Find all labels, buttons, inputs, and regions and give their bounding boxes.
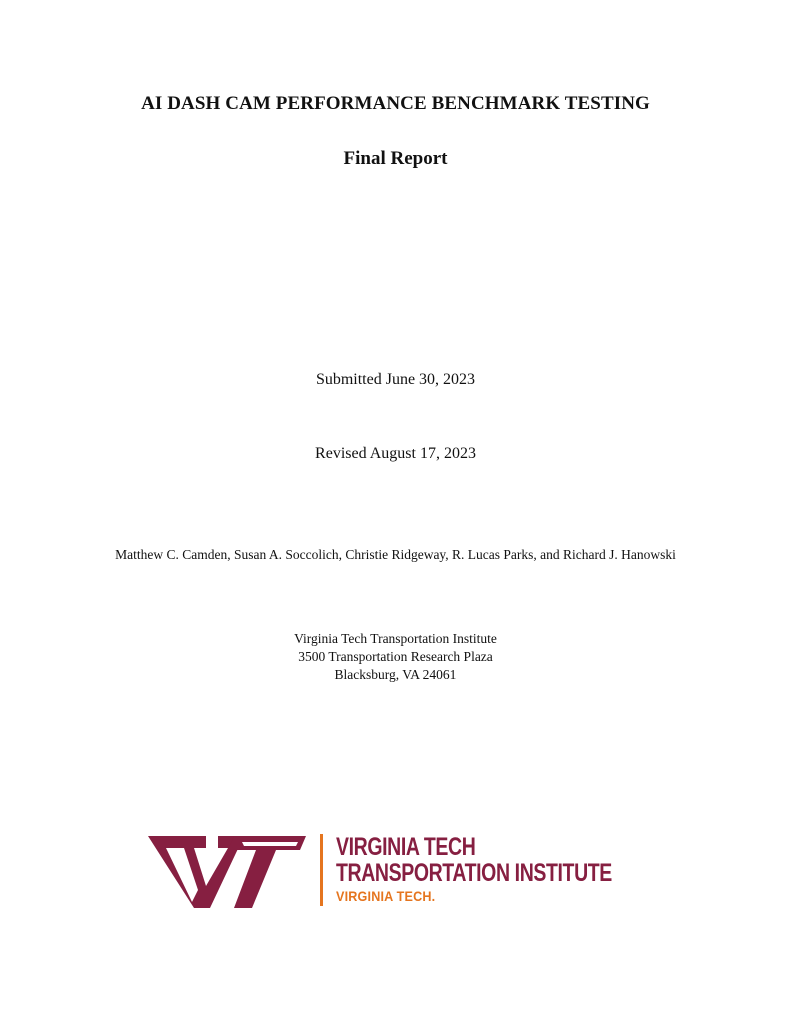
revised-date: Revised August 17, 2023 [315,445,476,462]
report-subtitle: Final Report [343,148,448,169]
report-title: AI DASH CAM PERFORMANCE BENCHMARK TESTING [141,93,650,114]
organization-city: Blacksburg, VA 24061 [334,667,457,682]
organization-name: Virginia Tech Transportation Institute [294,631,497,646]
logo-divider [320,834,323,906]
submitted-date: Submitted June 30, 2023 [315,371,476,388]
author-list: Matthew C. Camden, Susan A. Soccolich, Christie Ridgeway, R. Lucas Parks, and Richard J. Hanowski [115,547,676,562]
organization-street: 3500 Transportation Research Plaza [298,649,493,664]
vt-monogram-icon [148,832,306,908]
vtti-logo [148,830,648,910]
logo-line-virginia-tech: VIRGINIA TECH [336,833,476,861]
logo-line-virginia-tech-small: VIRGINIA TECH. [336,888,436,904]
logo-line-transportation-institute: TRANSPORTATION INSTITUTE [336,859,612,887]
organization-address [0,630,791,684]
